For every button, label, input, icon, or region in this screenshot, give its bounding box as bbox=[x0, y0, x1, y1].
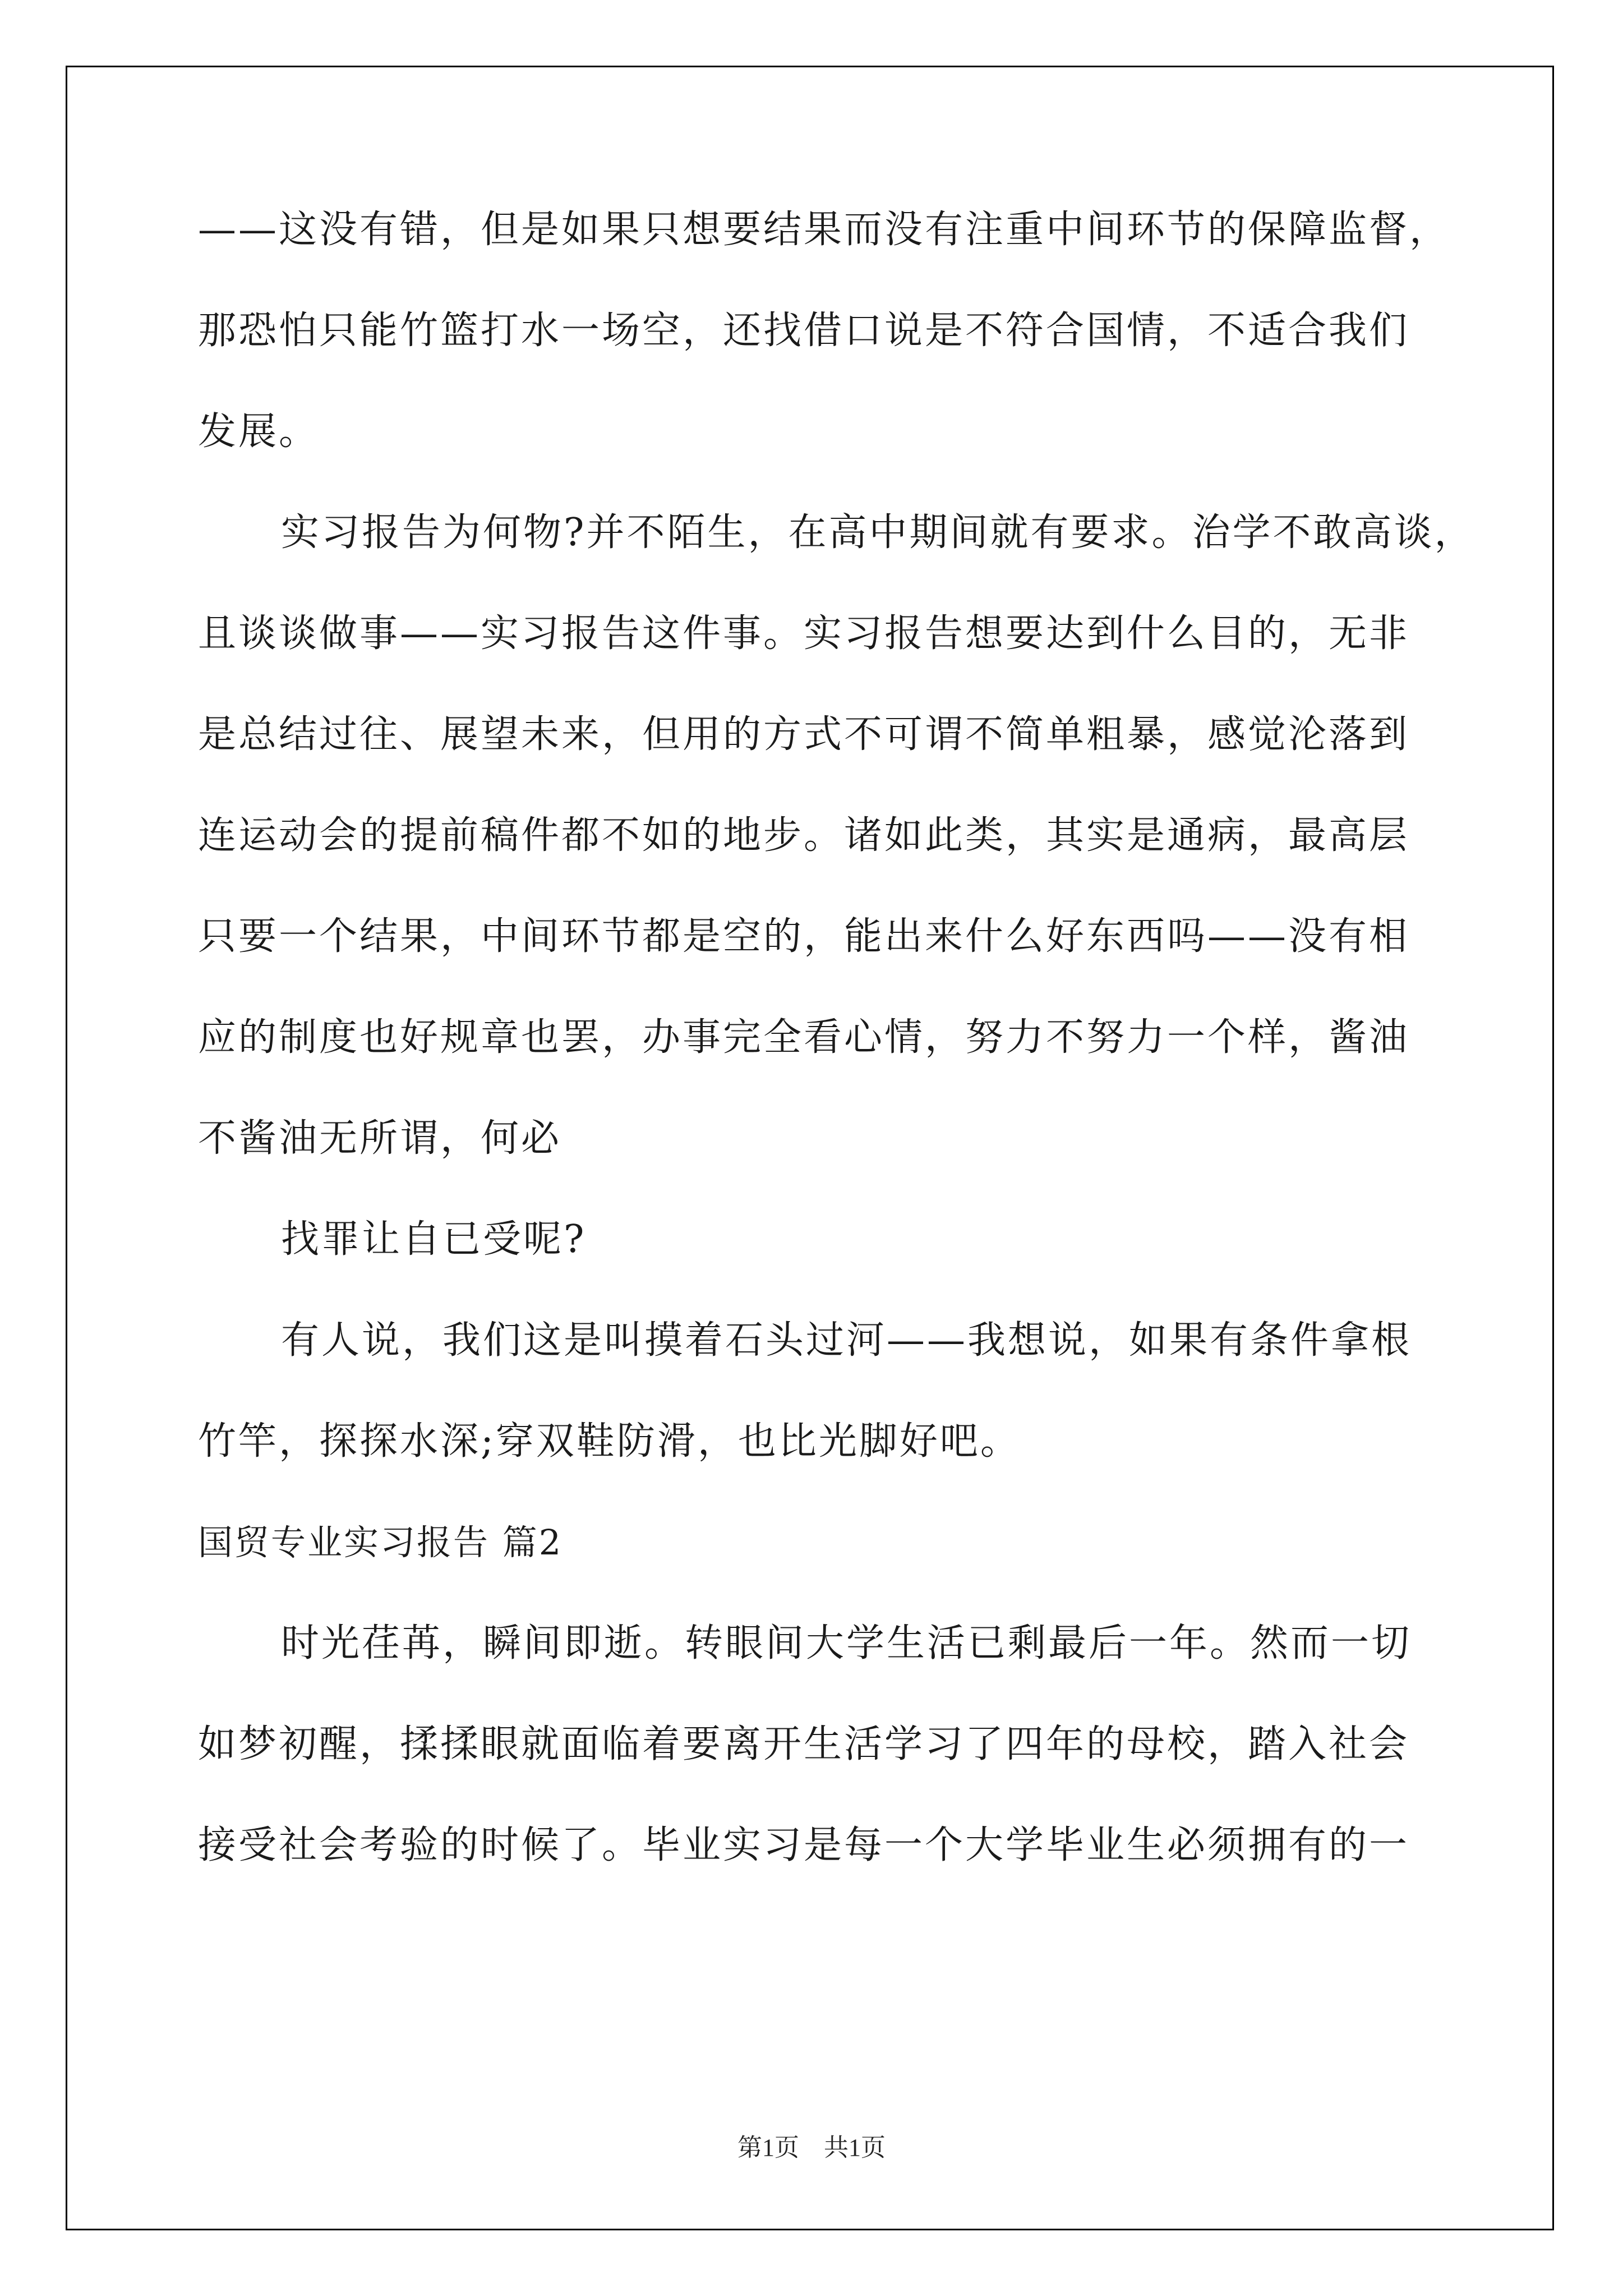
paragraph-line: 且谈谈做事——实习报告这件事。实习报告想要达到什么目的，无非 bbox=[198, 611, 1410, 656]
paragraph-line: ——这没有错，但是如果只想要结果而没有注重中间环节的保障监督， bbox=[198, 208, 1450, 252]
paragraph-line: 不酱油无所谓，何必 bbox=[198, 1116, 562, 1161]
paragraph-line: 发展。 bbox=[198, 409, 320, 454]
paragraph-line: 连运动会的提前稿件都不如的地步。诸如此类，其实是通病，最高层 bbox=[198, 813, 1410, 858]
paragraph-line: 那恐怕只能竹篮打水一场空，还找借口说是不符合国情，不适合我们 bbox=[198, 309, 1410, 353]
paragraph-line: 是总结过往、展望未来，但用的方式不可谓不简单粗暴，感觉沦落到 bbox=[198, 712, 1410, 757]
paragraph-line: 接受社会考验的时候了。毕业实习是每一个大学毕业生必须拥有的一 bbox=[198, 1823, 1410, 1867]
paragraph-line: 应的制度也好规章也罢，办事完全看心情，努力不努力一个样，酱油 bbox=[198, 1015, 1410, 1060]
section-heading: 国贸专业实习报告 篇2 bbox=[198, 1522, 563, 1563]
paragraph-line: 只要一个结果，中间环节都是空的，能出来什么好东西吗——没有相 bbox=[198, 914, 1410, 959]
paragraph-line: 竹竿，探探水深;穿双鞋防滑，也比光脚好吧。 bbox=[198, 1419, 1021, 1464]
paragraph-line: 实习报告为何物?并不陌生，在高中期间就有要求。治学不敢高谈， bbox=[281, 510, 1475, 555]
paragraph-line: 时光荏苒，瞬间即逝。转眼间大学生活已剩最后一年。然而一切 bbox=[281, 1621, 1412, 1665]
paragraph-line: 找罪让自已受呢? bbox=[281, 1217, 587, 1262]
paragraph-line: 有人说，我们这是叫摸着石头过河——我想说，如果有条件拿根 bbox=[281, 1318, 1412, 1363]
paragraph-line: 如梦初醒，揉揉眼就面临着要离开生活学习了四年的母校，踏入社会 bbox=[198, 1722, 1410, 1766]
page-footer: 第1页 共1页 bbox=[737, 2134, 886, 2161]
